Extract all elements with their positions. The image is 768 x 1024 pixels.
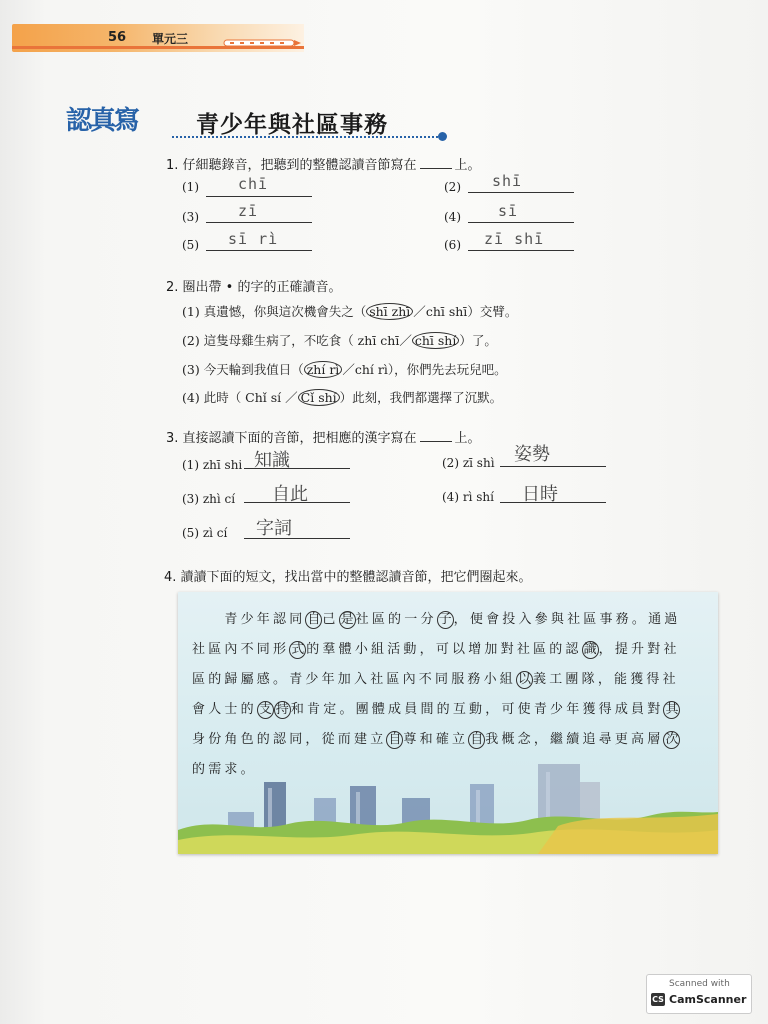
q1-answer-line-4[interactable] — [468, 202, 574, 223]
circled-char[interactable]: 持 — [275, 702, 289, 717]
passage-text: 我概念，繼續追尋更高層 — [485, 732, 664, 747]
q3-answer-3: 自此 — [272, 484, 308, 505]
q3-label-2: (2) — [442, 456, 459, 470]
circled-char[interactable]: 其 — [665, 702, 679, 717]
q3-label-5: (5) — [182, 526, 199, 540]
passage-text: 區的歸屬感。青少年加入社區內不同服務小組 — [192, 672, 517, 687]
q3-item-5 — [182, 526, 227, 540]
q3-label-3: (3) — [182, 492, 199, 506]
circled-char[interactable]: 是 — [340, 612, 354, 627]
q1-prompt-text: 1. 仔細聽錄音，把聽到的整體認讀音節寫在 — [166, 158, 417, 173]
q3-prompt — [166, 427, 481, 446]
passage-text: 身份角色的認同，從而建立 — [192, 732, 387, 747]
unit-label: 單元三 — [152, 32, 189, 46]
title-dot — [438, 132, 447, 141]
q2-option-3[interactable]: chí rì — [354, 362, 388, 377]
q2-end-4: ）此刻，我們都選擇了沉默。 — [339, 390, 503, 405]
circled-char[interactable]: 識 — [583, 642, 597, 657]
circled-char[interactable]: 支 — [258, 702, 272, 717]
q3-item-3 — [182, 492, 235, 506]
q1-answer-1: chī — [238, 175, 269, 193]
q3-item-1 — [182, 458, 242, 472]
q1-answer-4: sī — [498, 202, 519, 220]
q2-item-3 — [182, 360, 507, 378]
q3-pinyin-3: zhì cí — [202, 492, 236, 506]
q2-item-1 — [182, 302, 517, 320]
q1-label-5: (5) — [182, 238, 199, 252]
q1-label-2: (2) — [444, 180, 461, 194]
q2-end-1: ）交臂。 — [467, 304, 518, 319]
q3-label-1: (1) — [182, 458, 199, 472]
q2-end-3: ），你們先去玩兒吧。 — [387, 362, 507, 377]
q2-label-3: (3) — [182, 362, 200, 377]
q2-text-3: 今天輪到我值日（ — [203, 362, 304, 377]
q2-circled-1[interactable]: shī zhī — [366, 303, 413, 320]
watermark-caption: Scanned with — [669, 979, 730, 989]
q1-answer-6: zī shī — [484, 230, 545, 248]
passage-text: 社區的一分 — [355, 612, 437, 627]
q3-pinyin-1: zhī shi — [202, 458, 243, 472]
q3-pinyin-4: rì shí — [462, 490, 494, 504]
passage-text: 己 — [322, 612, 339, 627]
q2-prompt: 2. 圈出帶 • 的字的正確讀音。 — [166, 280, 342, 295]
passage-text: 的需求。 — [192, 762, 257, 777]
q3-pinyin-5: zì cí — [202, 526, 228, 540]
title-underline — [172, 136, 442, 138]
circled-char[interactable]: 自 — [470, 732, 484, 747]
q2-item-4 — [182, 388, 502, 406]
passage-text: 尊和確立 — [403, 732, 469, 747]
q1-answer-3: zī — [238, 202, 259, 220]
q2-circled-3[interactable]: zhí rì — [304, 361, 343, 378]
q1-answer-line-3[interactable] — [206, 202, 312, 223]
q1-prompt-end: 上。 — [454, 158, 481, 173]
q2-circled-2[interactable]: chī shí — [412, 332, 460, 349]
passage-box — [178, 592, 718, 854]
q3-prompt-end: 上。 — [454, 431, 481, 446]
prompt-blank — [420, 156, 452, 169]
circled-char[interactable]: 自 — [388, 732, 402, 747]
q2-option-1[interactable]: chī shī — [425, 304, 468, 319]
passage-line-3 — [192, 668, 679, 689]
q2-label-4: (4) — [182, 390, 200, 405]
train-icon — [222, 38, 302, 48]
q1-label-4: (4) — [444, 210, 461, 224]
passage-text: 社區內不同形 — [192, 642, 290, 657]
q2-sep-1: ／ — [413, 304, 426, 319]
q1-label-6: (6) — [444, 238, 461, 252]
circled-char[interactable]: 子 — [438, 612, 452, 627]
circled-char[interactable]: 式 — [291, 642, 305, 657]
q2-circled-4[interactable]: Cǐ shí — [298, 389, 340, 406]
q3-label-4: (4) — [442, 490, 459, 504]
q4-prompt: 4. 讀讀下面的短文，找出當中的整體認讀音節，把它們圈起來。 — [164, 570, 532, 585]
passage-text: ，便會投入參與社區事務。通過 — [453, 612, 681, 627]
q1-answer-2: shī — [492, 172, 523, 190]
circled-char[interactable]: 次 — [665, 732, 679, 747]
q1-prompt — [166, 154, 481, 173]
q3-pinyin-2: zī shì — [462, 456, 495, 470]
q2-label-1: (1) — [182, 304, 200, 319]
section-badge: 認真寫 — [66, 106, 139, 136]
passage-text: ，提升對社 — [598, 642, 680, 657]
q3-answer-5: 字詞 — [256, 518, 292, 539]
q3-prompt-text: 3. 直接認讀下面的音節，把相應的漢字寫在 — [166, 431, 417, 446]
q3-answer-4: 日時 — [522, 484, 558, 505]
passage-text: 會人士的 — [192, 702, 257, 717]
q2-text-2: 這隻母雞生病了，不吃食（ zhī chī／ — [203, 333, 412, 348]
q3-answer-2: 姿勢 — [514, 444, 550, 465]
q2-item-2 — [182, 331, 497, 349]
camscanner-watermark — [646, 974, 752, 1014]
q3-answer-1: 知識 — [254, 450, 290, 471]
passage-text: 義工團隊，能獲得社 — [533, 672, 679, 687]
q2-sep-3: ／ — [342, 362, 355, 377]
circled-char[interactable]: 以 — [518, 672, 532, 687]
prompt-blank — [420, 429, 452, 442]
q3-item-2 — [442, 456, 495, 470]
page-number: 56 — [108, 30, 127, 45]
watermark-brand: CamScanner — [669, 993, 747, 1006]
q1-answer-5: sī rì — [228, 230, 279, 248]
page-title: 青少年與社區事務 — [196, 112, 388, 138]
q3-item-4 — [442, 490, 494, 504]
q2-text-4: 此時（ Chǐ sí ／ — [203, 390, 298, 405]
q2-text-1: 真遺憾，你與這次機會失之（ — [203, 304, 367, 319]
city-skyline-illustration — [178, 742, 718, 854]
camscanner-logo-icon: CS — [652, 995, 664, 1004]
q2-label-2: (2) — [182, 333, 200, 348]
q2-end-2: ）了。 — [459, 333, 497, 348]
passage-line-4 — [192, 698, 680, 719]
passage-line-1 — [192, 608, 680, 629]
passage-text: 的羣體小組活動，可以增加對社區的認 — [306, 642, 582, 657]
q1-label-1: (1) — [182, 180, 199, 194]
q1-label-3: (3) — [182, 210, 199, 224]
passage-text: 青少年認同 — [192, 612, 306, 627]
passage-line-2 — [192, 638, 680, 659]
circled-char[interactable]: 自 — [307, 612, 321, 627]
passage-text: 和肯定。團體成員間的互動，可使青少年獲得成員對 — [290, 702, 664, 717]
